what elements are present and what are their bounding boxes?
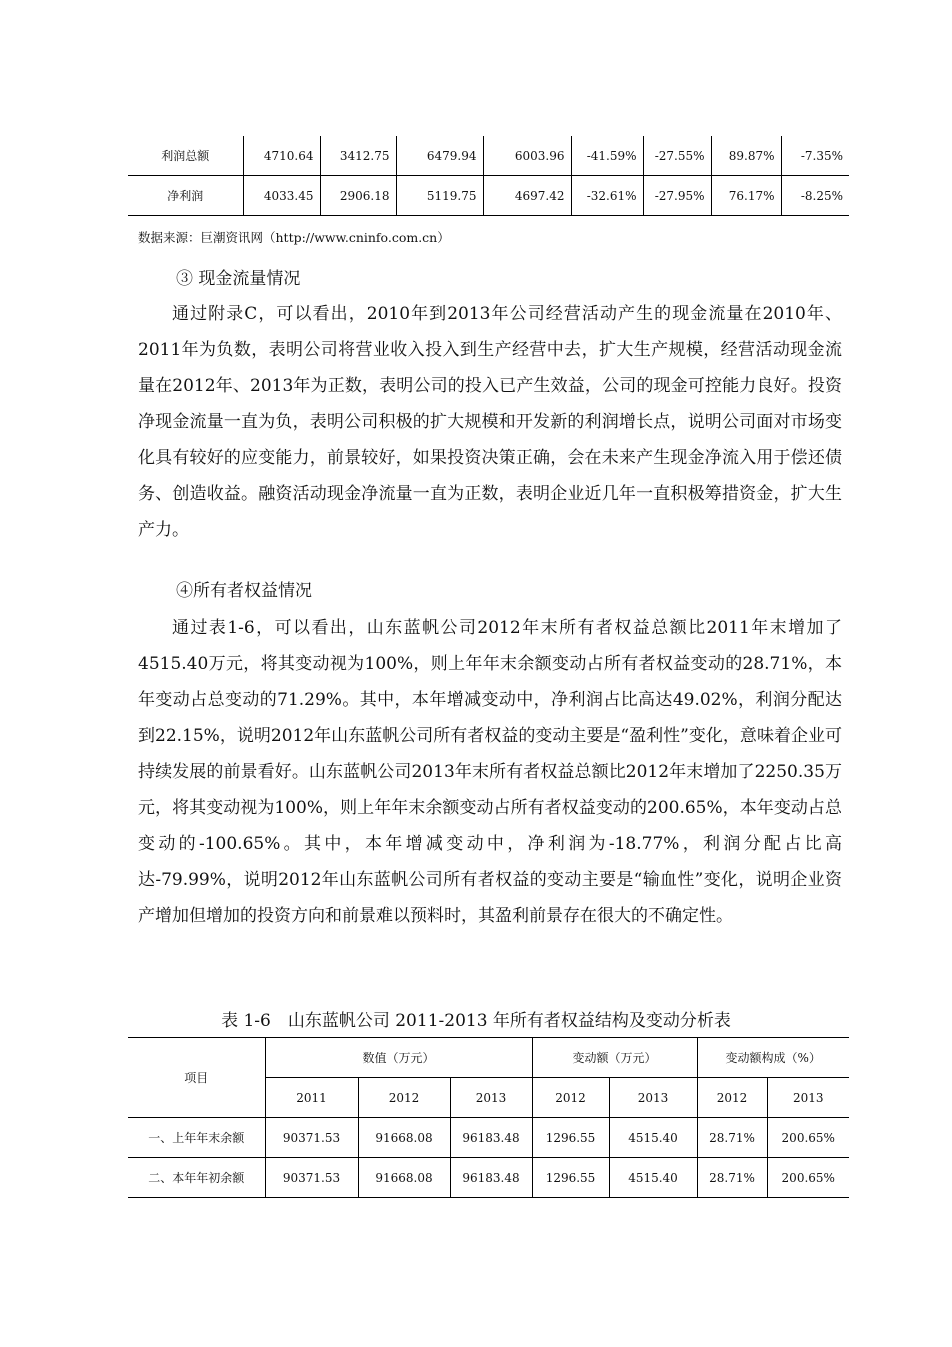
cell: 4515.40 bbox=[609, 1158, 697, 1198]
row-label: 一、上年年末余额 bbox=[128, 1118, 265, 1158]
cell: -32.61% bbox=[571, 176, 643, 216]
paragraph-cash-flow: 通过附录C，可以看出，2010年到2013年公司经营活动产生的现金流量在2010年、2011年为负数，表明公司将营业收入投入到生产经营中去，扩大生产规模，经营活动现金流量在2012年、2013年为正数，表明公司的投入已产生效益，公司的现金可控能力良好。投资净现金流量一直为负，表明公司积极的扩大规模和开发新的利润增长点，说明公司面对市场变化具有较好的应变能力，前景较好，如果投资决策正确，会在未来产生现金净流入用于偿还债务、创造收益。融资活动现金净流量一直为正数，表明企业近几年一直积极筹措资金，扩大生产力。 bbox=[138, 304, 842, 540]
source-note: 数据来源：巨潮资讯网（http://www.cninfo.com.cn） bbox=[138, 230, 450, 245]
header-year: 2013 bbox=[609, 1078, 697, 1118]
table-row bbox=[128, 1158, 849, 1198]
cell: 3412.75 bbox=[320, 136, 396, 176]
table-caption: 表 1-6 山东蓝帆公司 2011-2013 年所有者权益结构及变动分析表 bbox=[221, 1011, 731, 1031]
table-row bbox=[128, 136, 849, 176]
header-year: 2011 bbox=[265, 1078, 358, 1118]
row-label: 净利润 bbox=[128, 176, 243, 216]
cell: 2906.18 bbox=[320, 176, 396, 216]
header-year: 2013 bbox=[450, 1078, 532, 1118]
cell: -7.35% bbox=[781, 136, 849, 176]
cell: 91668.08 bbox=[358, 1158, 450, 1198]
row-label: 二、本年年初余额 bbox=[128, 1158, 265, 1198]
header-group-change: 变动额（万元） bbox=[532, 1038, 697, 1078]
cell: 28.71% bbox=[697, 1118, 767, 1158]
cell: 200.65% bbox=[767, 1158, 849, 1198]
cell: 4515.40 bbox=[609, 1118, 697, 1158]
header-row bbox=[128, 1038, 849, 1078]
table-row bbox=[128, 176, 849, 216]
header-group-structure: 变动额构成（%） bbox=[697, 1038, 849, 1078]
cell: 200.65% bbox=[767, 1118, 849, 1158]
cell: 1296.55 bbox=[532, 1118, 609, 1158]
equity-table bbox=[128, 1037, 849, 1198]
cell: 91668.08 bbox=[358, 1118, 450, 1158]
cell: 76.17% bbox=[711, 176, 781, 216]
profit-table bbox=[128, 136, 849, 216]
cell: -41.59% bbox=[571, 136, 643, 176]
header-group-values: 数值（万元） bbox=[265, 1038, 532, 1078]
row-label: 利润总额 bbox=[128, 136, 243, 176]
cell: 4697.42 bbox=[483, 176, 571, 216]
header-year: 2012 bbox=[358, 1078, 450, 1118]
header-item: 项目 bbox=[128, 1038, 265, 1118]
cell: 5119.75 bbox=[396, 176, 483, 216]
header-year: 2013 bbox=[767, 1078, 849, 1118]
table-row bbox=[128, 1118, 849, 1158]
cell: 90371.53 bbox=[265, 1118, 358, 1158]
header-year: 2012 bbox=[697, 1078, 767, 1118]
cell: 6003.96 bbox=[483, 136, 571, 176]
cell: 4033.45 bbox=[243, 176, 320, 216]
cell: -27.55% bbox=[643, 136, 711, 176]
cell: -27.95% bbox=[643, 176, 711, 216]
section-heading-equity: ④所有者权益情况 bbox=[176, 581, 312, 601]
cell: 1296.55 bbox=[532, 1158, 609, 1198]
cell: -8.25% bbox=[781, 176, 849, 216]
cell: 28.71% bbox=[697, 1158, 767, 1198]
cell: 96183.48 bbox=[450, 1118, 532, 1158]
cell: 90371.53 bbox=[265, 1158, 358, 1198]
cell: 96183.48 bbox=[450, 1158, 532, 1198]
cell: 4710.64 bbox=[243, 136, 320, 176]
paragraph-equity: 通过表1-6，可以看出，山东蓝帆公司2012年末所有者权益总额比2011年末增加了4515.40万元，将其变动视为100%，则上年年末余额变动占所有者权益变动的28.71%，本年变动占总变动的71.29%。其中，本年增减变动中，净利润占比高达49.02%，利润分配达到22.15%，说明2012年山东蓝帆公司所有者权益的变动主要是“盈利性”变化，意味着企业可持续发展的前景看好。山东蓝帆公司2013年末所有者权益总额比2012年末增加了2250.35万元，将其变动视为100%，则上年年末余额变动占所有者权益变动的200.65%，本年变动占总变动的-100.65%。其中，本年增减变动中，净利润为-18.77%，利润分配占比高达-79.99%，说明2012年山东蓝帆公司所有者权益的变动主要是“输血性”变化，说明企业资产增加但增加的投资方向和前景难以预料时，其盈利前景存在很大的不确定性。 bbox=[138, 618, 842, 926]
section-heading-cash-flow: ③ 现金流量情况 bbox=[176, 269, 301, 289]
header-year: 2012 bbox=[532, 1078, 609, 1118]
cell: 6479.94 bbox=[396, 136, 483, 176]
cell: 89.87% bbox=[711, 136, 781, 176]
